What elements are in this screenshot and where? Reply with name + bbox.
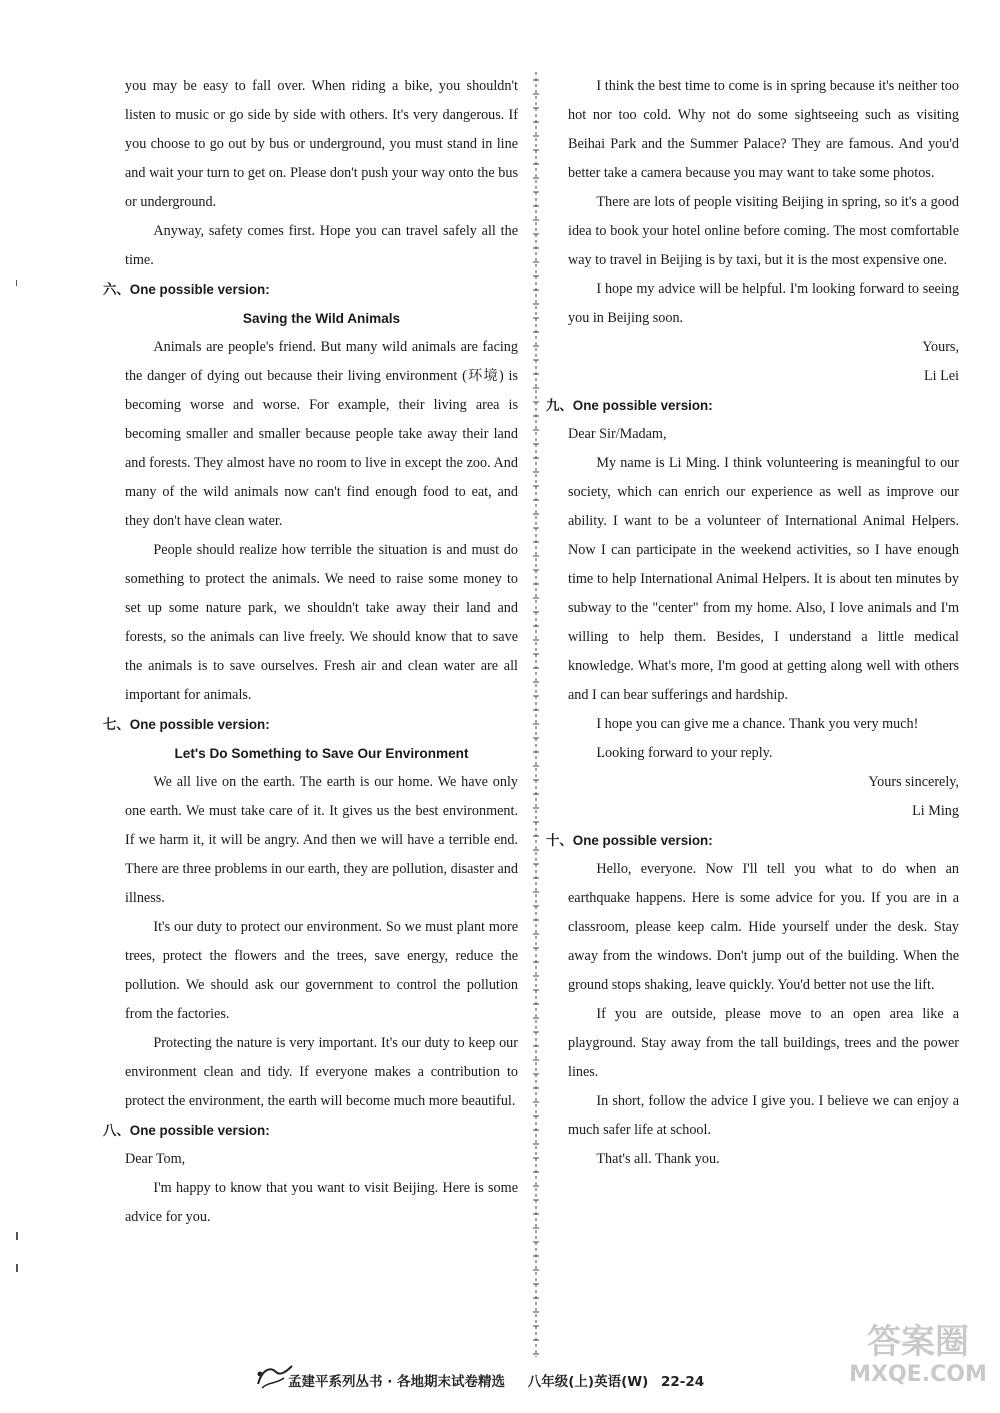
section-heading-8: 八、One possible version: (103, 1123, 270, 1138)
margin-mark (16, 1232, 18, 1240)
watermark-line1: 答案圈 (867, 1322, 969, 1362)
paragraph: Looking forward to your reply. (596, 745, 773, 761)
right-column (546, 72, 959, 1174)
section-heading-10: 十、One possible version: (546, 833, 713, 848)
paragraph: Animals are people's friend. But many wild animals are facing the danger of dying out because their living environment (环境) is becoming worse and worse. For example, their living area is becoming smaller and smaller because people take away their land and forests. They almost have no room to live in except the zoo. And many of the wild animals now can't find enough food to eat, and they don't have clean water. (125, 339, 518, 529)
margin-mark (16, 1264, 18, 1272)
letter-signature: Li Lei (923, 368, 959, 384)
letter-greeting: Dear Tom, (125, 1151, 186, 1167)
paragraph: People should realize how terrible the situation is and must do something to protect the animals. We need to raise some money to set up some nature park, we shouldn't take away their land and forests, so the animals can live freely. We should know that to save the animals is to save ourselves. Fresh air and clean water are all important for animals. (125, 542, 518, 703)
page-number: 22-24 (661, 1374, 705, 1390)
paragraph: There are lots of people visiting Beijing in spring, so it's a good idea to book your hotel online before coming. The most comfortable way to travel in Beijing is by taxi, but it is the most expensive one. (568, 194, 959, 268)
paragraph: In short, follow the advice I give you. I believe we can enjoy a much safer life at school. (568, 1093, 959, 1138)
paragraph: I hope my advice will be helpful. I'm looking forward to seeing you in Beijing soon. (568, 281, 959, 326)
margin-mark (16, 280, 17, 286)
letter-greeting: Dear Sir/Madam, (568, 426, 667, 442)
paragraph: Protecting the nature is very important. It's our duty to keep our environment clean and tidy. If everyone makes a contribution to protect the environment, the earth will become much more beautiful. (125, 1035, 518, 1109)
paragraph: I hope you can give me a chance. Thank you very much! (596, 716, 919, 732)
watermark-line2: MXQE.COM (849, 1362, 987, 1387)
section-heading-6: 六、One possible version: (103, 282, 270, 297)
letter-closing: Yours sincerely, (868, 774, 959, 790)
left-column (103, 72, 518, 1232)
footer-series: 孟建平系列丛书 · 各地期末试卷精选 (288, 1374, 506, 1390)
paragraph: That's all. Thank you. (596, 1151, 720, 1167)
watermark (848, 1322, 988, 1402)
paragraph: If you are outside, please move to an open area like a playground. Stay away from the tall buildings, trees and the power lines. (568, 1006, 959, 1080)
paragraph: Anyway, safety comes first. Hope you can travel safely all the time. (125, 223, 518, 268)
paragraph: We all live on the earth. The earth is our home. We have only one earth. We must take care of it. It gives us the best environment. If we harm it, it will be angry. And then we will have a terrible end. There are three problems in our earth, they are pollution, disaster and illness. (125, 774, 518, 906)
page-footer (230, 1370, 830, 1390)
paragraph: My name is Li Ming. I think volunteering is meaningful to our society, which can enrich our experience as well as improve our ability. I want to be a volunteer of International Animal Helpers. Now I can participate in the weekend activities, so I have enough time to help International Animal Helpers. It is about ten minutes by subway to the "center" from my home. Also, I love animals and I'm willing to help them. Besides, I understand a little medical knowledge. What's more, I'm good at getting along well with others and I can bear sufferings and hardship. (568, 455, 959, 703)
footer-grade: 八年级(上)英语(W) (527, 1374, 649, 1390)
section-heading-7: 七、One possible version: (103, 717, 270, 732)
paragraph: you may be easy to fall over. When riding a bike, you shouldn't listen to music or go side by side with others. It's very dangerous. If you choose to go out by bus or underground, you must stand in line and wait your turn to get on. Please don't push your way onto the bus or underground. (125, 78, 518, 210)
section-heading-9: 九、One possible version: (546, 398, 713, 413)
paragraph: It's our duty to protect our environment. So we must plant more trees, protect the flowers and the trees, save energy, reduce the pollution. We should ask our government to control the pollution from the factories. (125, 919, 518, 1022)
letter-closing: Yours, (922, 339, 959, 355)
letter-signature: Li Ming (912, 803, 959, 819)
paragraph: Hello, everyone. Now I'll tell you what to do when an earthquake happens. Here is some advice for you. If you are in a classroom, please keep calm. Hide yourself under the desk. Stay away from the windows. Don't jump out of the building. When the ground stops shaking, leave quickly. You'd better not use the lift. (568, 861, 959, 993)
essay-title: Saving the Wild Animals (242, 311, 401, 326)
paragraph: I'm happy to know that you want to visit Beijing. Here is some advice for you. (125, 1180, 518, 1225)
column-divider (531, 72, 541, 1357)
paragraph: I think the best time to come is in spring because it's neither too hot nor too cold. Why not do some sightseeing such as visiting Beihai Park and the Summer Palace? They are famous. And you'd better take a camera because you may want to take some photos. (568, 78, 959, 181)
essay-title: Let's Do Something to Save Our Environment (174, 746, 469, 761)
